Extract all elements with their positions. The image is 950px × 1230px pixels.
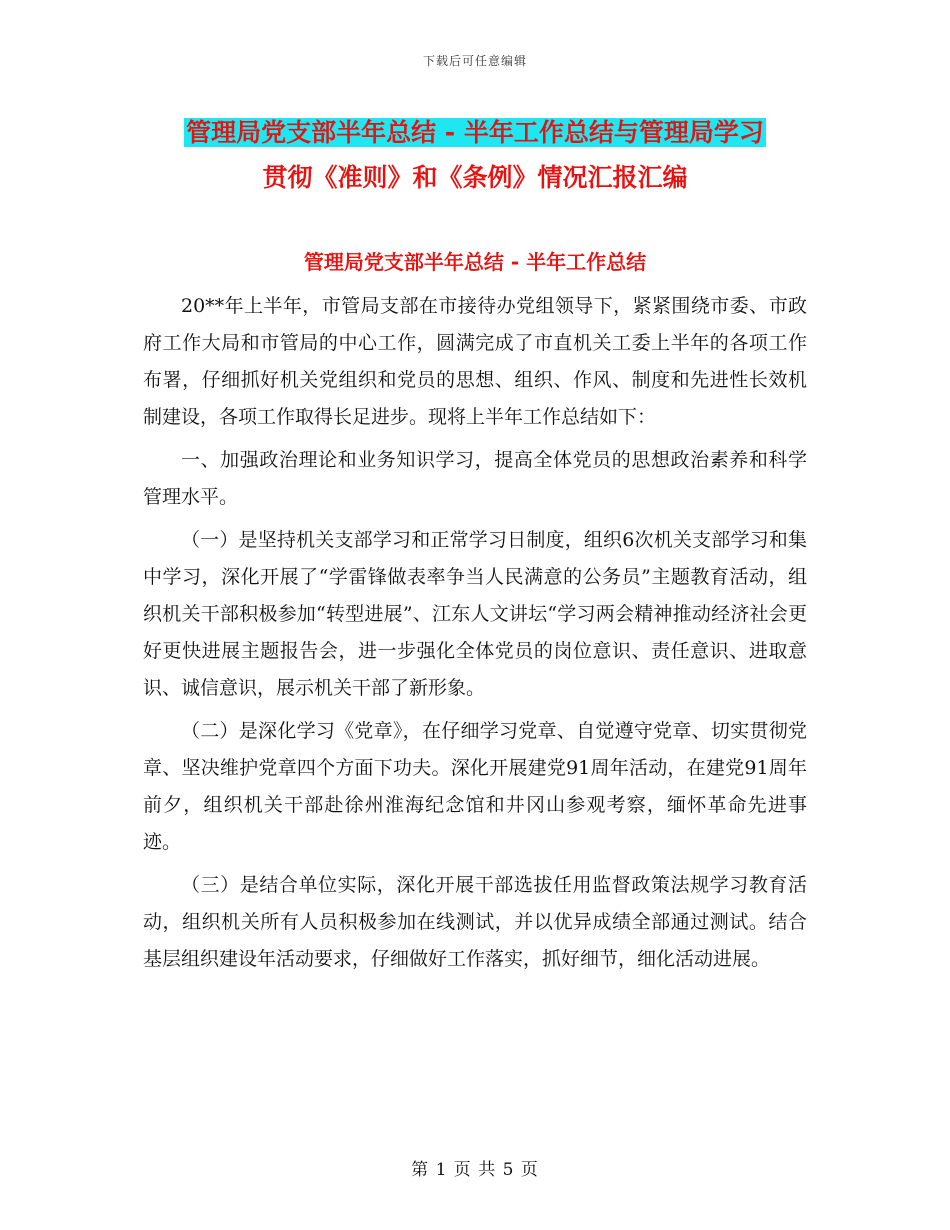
paragraph: （一）是坚持机关支部学习和正常学习日制度，组织6次机关支部学习和集中学习，深化开展了“学雷锋做表率争当人民满意的公务员”主题教育活动，组织机关干部积极参加“转型进展”、江东人文讲坛“学习两会精神推动经济社会更好更快进展主题报告会，进一步强化全体党员的岗位意识、责任意识、进取意识、诚信意识，展示机关干部了新形象。 — [143, 529, 807, 699]
paragraph: 20**年上半年，市管局支部在市接待办党组领导下，紧紧围绕市委、市政府工作大局和市管局的中心工作，圆满完成了市直机关工委上半年的各项工作布署，仔细抓好机关党组织和党员的思想、组织、作风、制度和先进性长效机制建设，各项工作取得长足进步。现将上半年工作总结如下： — [143, 295, 807, 428]
page-footer: 第 1 页 共 5 页 — [411, 1160, 539, 1180]
paragraph: 一、加强政治理论和业务知识学习，提高全体党员的思想政治素养和科学管理水平。 — [143, 449, 807, 508]
title-line-1: 管理局党支部半年总结 - 半年工作总结与管理局学习 — [186, 118, 764, 147]
section-title: 管理局党支部半年总结 - 半年工作总结 — [303, 250, 647, 274]
header-note: 下载后可任意编辑 — [422, 54, 527, 68]
title-line-2: 贯彻《准则》和《条例》情况汇报汇编 — [262, 163, 688, 192]
document-title — [0, 110, 950, 200]
paragraph: （三）是结合单位实际，深化开展干部选拔任用监督政策法规学习教育活动，组织机关所有人员积极参加在线测试，并以优异成绩全部通过测试。结合基层组织建设年活动要求，仔细做好工作落实，抓好细节，细化活动进展。 — [143, 874, 807, 970]
paragraph: （二）是深化学习《党章》，在仔细学习党章、自觉遵守党章、切实贯彻党章、坚决维护党章四个方面下功夫。深化开展建党91周年活动，在建党91周年前夕，组织机关干部赴徐州淮海纪念馆和井冈山参观考察，缅怀革命先进事迹。 — [143, 720, 807, 853]
document-body — [143, 288, 807, 984]
